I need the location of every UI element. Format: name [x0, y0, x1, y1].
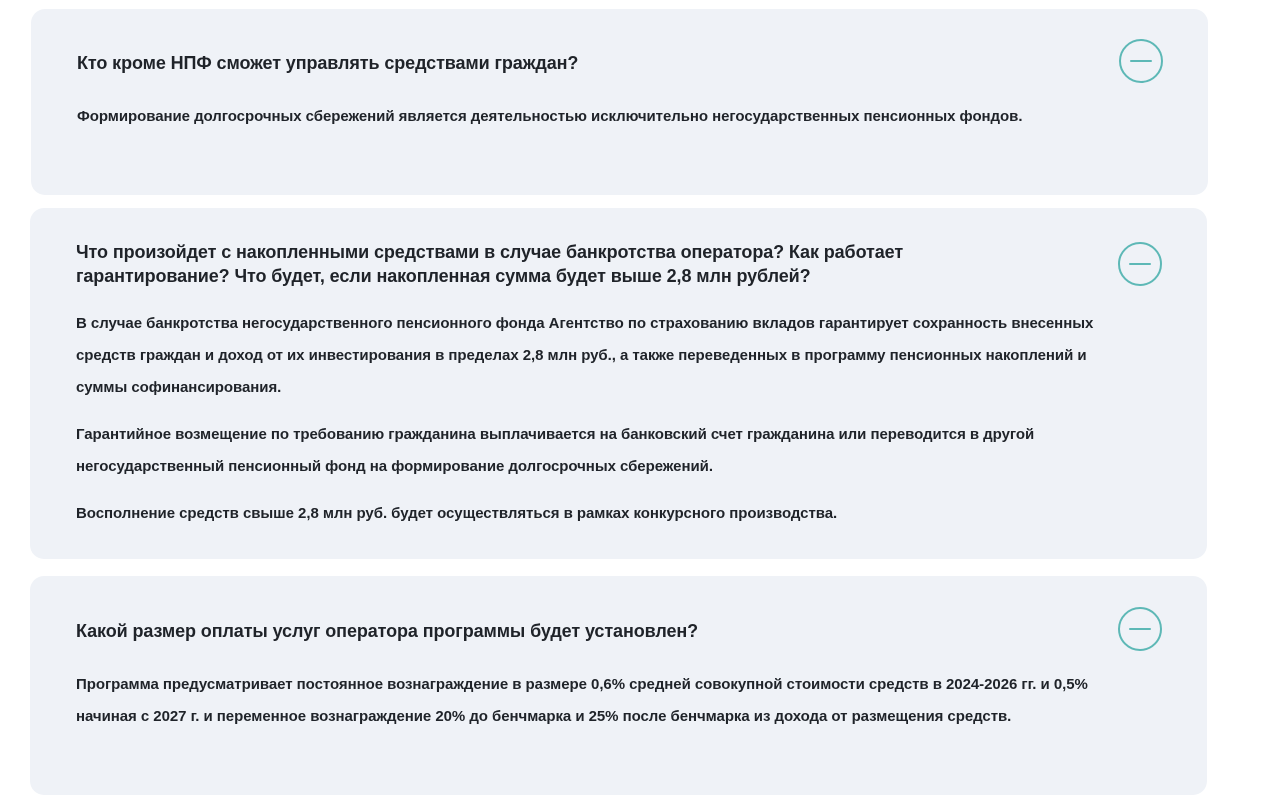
collapse-button[interactable]	[1118, 607, 1162, 651]
answer-paragraph: Гарантийное возмещение по требованию гражданина выплачивается на банковский счет гражданина или переводится в другой негосударственный пенсионный фонд на формирование долгосрочных сбережений.	[76, 426, 1035, 475]
minus-icon	[1129, 263, 1151, 266]
minus-icon	[1130, 60, 1152, 63]
faq-answer	[77, 101, 1137, 148]
answer-paragraph: Формирование долгосрочных сбережений является деятельностью исключительно негосударственных пенсионных фондов.	[77, 108, 1023, 125]
answer-paragraph: Восполнение средств свыше 2,8 млн руб. будет осуществляться в рамках конкурсного производства.	[76, 505, 838, 522]
faq-answer	[76, 308, 1136, 545]
faq-item	[30, 208, 1207, 559]
faq-question[interactable]: Что произойдет с накопленными средствами в случае банкротства оператора? Как работает гарантирование? Что будет, если накопленная сумма будет выше 2,8 млн рублей?	[76, 242, 904, 286]
faq-question[interactable]: Какой размер оплаты услуг оператора программы будет установлен?	[76, 621, 699, 641]
faq-answer	[76, 669, 1136, 748]
answer-paragraph: Программа предусматривает постоянное вознаграждение в размере 0,6% средней совокупной стоимости средств в 2024-2026 гг. и 0,5% начиная с 2027 г. и переменное вознаграждение 20% до бенчмарка и 25% после бенчмарка из дохода от размещения средств.	[76, 676, 1088, 725]
faq-item	[31, 9, 1208, 195]
minus-icon	[1129, 628, 1151, 631]
faq-item	[30, 576, 1207, 795]
faq-question[interactable]: Кто кроме НПФ сможет управлять средствами граждан?	[77, 53, 579, 73]
collapse-button[interactable]	[1119, 39, 1163, 83]
answer-paragraph: В случае банкротства негосударственного пенсионного фонда Агентство по страхованию вкладов гарантирует сохранность внесенных средств граждан и доход от их инвестирования в пределах 2,8 млн руб., а также переведенных в программу пенсионных накоплений и суммы софинансирования.	[76, 315, 1094, 396]
collapse-button[interactable]	[1118, 242, 1162, 286]
